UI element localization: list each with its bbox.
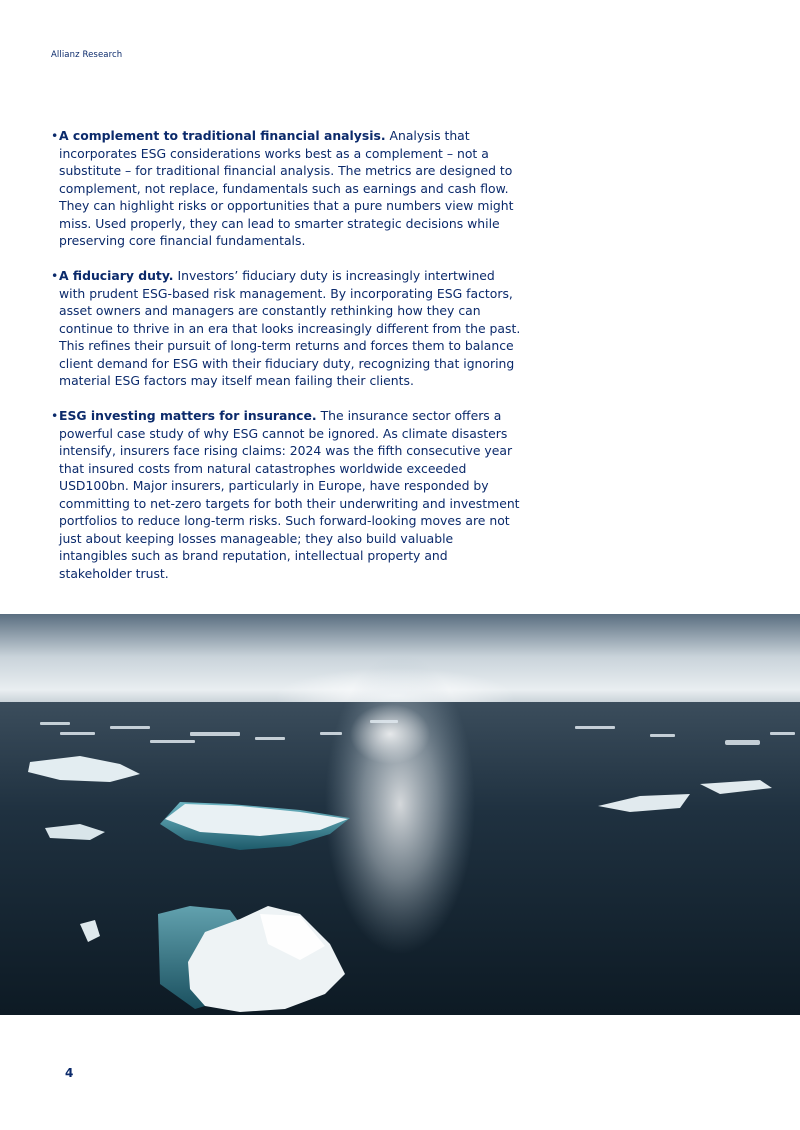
bullet-marker: • bbox=[51, 268, 59, 283]
bullet-list bbox=[51, 127, 521, 600]
bullet-insurance bbox=[51, 407, 521, 582]
bullet-lead: A fiduciary duty. bbox=[59, 268, 174, 283]
bullet-complement bbox=[51, 127, 521, 250]
glare-core bbox=[350, 704, 430, 764]
bullet-body: Analysis that incorporates ESG considerations works best as a complement – not a substitute – for traditional financial analysis. The metrics are designed to complement, not replace, fundamentals such as earnings and cash flow. They can highlight risks or opportunities that a pure numbers view might miss. Used properly, they can lead to smarter strategic decisions while preserving core financial fundamentals. bbox=[59, 128, 514, 248]
bullet-body: The insurance sector offers a powerful case study of why ESG cannot be ignored. As climate disasters intensify, insurers face rising claims: 2024 was the fifth consecutive year that insured costs from natural catastrophes worldwide exceeded USD100bn. Major insurers, particularly in Europe, have responded by committing to net-zero targets for both their underwriting and investment portfolios to reduce long-term risks. Such forward-looking moves are not just about keeping losses manageable; they also build valuable intangibles such as brand reputation, intellectual property and stakeholder trust. bbox=[59, 408, 520, 581]
bullet-lead: ESG investing matters for insurance. bbox=[59, 408, 317, 423]
page-number: 4 bbox=[65, 1066, 74, 1080]
bullet-marker: • bbox=[51, 408, 59, 423]
running-header: Allianz Research bbox=[51, 50, 123, 60]
sun-glare bbox=[325, 654, 475, 954]
sea-ice-photo bbox=[0, 614, 800, 1015]
bullet-fiduciary bbox=[51, 267, 521, 390]
bullet-body: Investors’ fiduciary duty is increasingly intertwined with prudent ESG-based risk management. By incorporating ESG factors, asset owners and managers are constantly rethinking how they can continue to thrive in an era that looks increasingly different from the past. This refines their pursuit of long-term returns and forces them to balance client demand for ESG with their fiduciary duty, recognizing that ignoring material ESG factors may itself mean failing their clients. bbox=[59, 268, 521, 388]
bullet-lead: A complement to traditional financial analysis. bbox=[59, 128, 386, 143]
bullet-marker: • bbox=[51, 128, 59, 143]
